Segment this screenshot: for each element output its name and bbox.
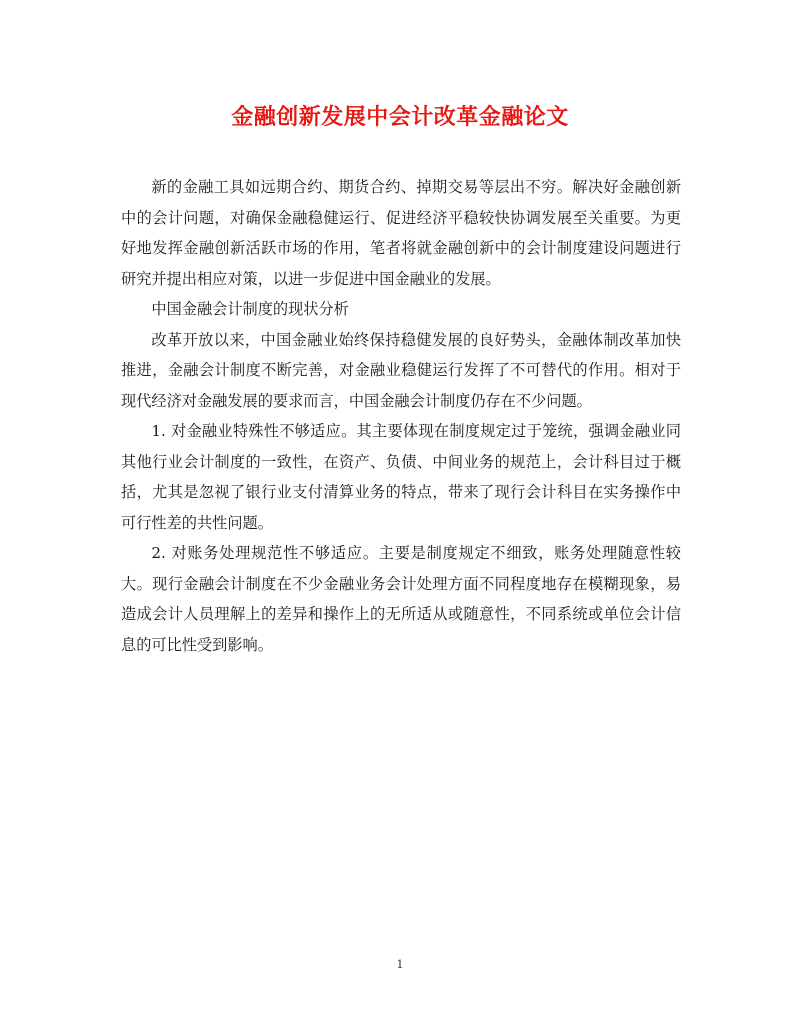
document-body [121, 172, 681, 660]
page-number: 1 [396, 958, 404, 971]
point-1-paragraph: 1. 对金融业特殊性不够适应。其主要体现在制度规定过于笼统，强调金融业同其他行业会计制度的一致性，在资产、负债、中间业务的规范上，会计科目过于概括，尤其是忽视了银行业支付清算业务的特点，带来了现行会计科目在实务操作中可行性差的共性问题。 [121, 422, 681, 532]
analysis-paragraph: 改革开放以来，中国金融业始终保持稳健发展的良好势头，金融体制改革加快推进，金融会计制度不断完善，对金融业稳健运行发挥了不可替代的作用。相对于现代经济对金融发展的要求而言，中国金融会计制度仍存在不少问题。 [121, 330, 681, 410]
section-heading: 中国金融会计制度的现状分析 [151, 300, 349, 318]
intro-paragraph: 新的金融工具如远期合约、期货合约、掉期交易等层出不穷。解决好金融创新中的会计问题，对确保金融稳健运行、促进经济平稳较快协调发展至关重要。为更好地发挥金融创新活跃市场的作用，笔者将就金融创新中的会计制度建设问题进行研究并提出相应对策，以进一步促进中国金融业的发展。 [121, 178, 681, 288]
document-title: 金融创新发展中会计改革金融论文 [231, 104, 569, 130]
point-2-paragraph: 2. 对账务处理规范性不够适应。主要是制度规定不细致，账务处理随意性较大。现行金融会计制度在不少金融业务会计处理方面不同程度地存在模糊现象，易造成会计人员理解上的差异和操作上的无所适从或随意性，不同系统或单位会计信息的可比性受到影响。 [121, 544, 681, 654]
